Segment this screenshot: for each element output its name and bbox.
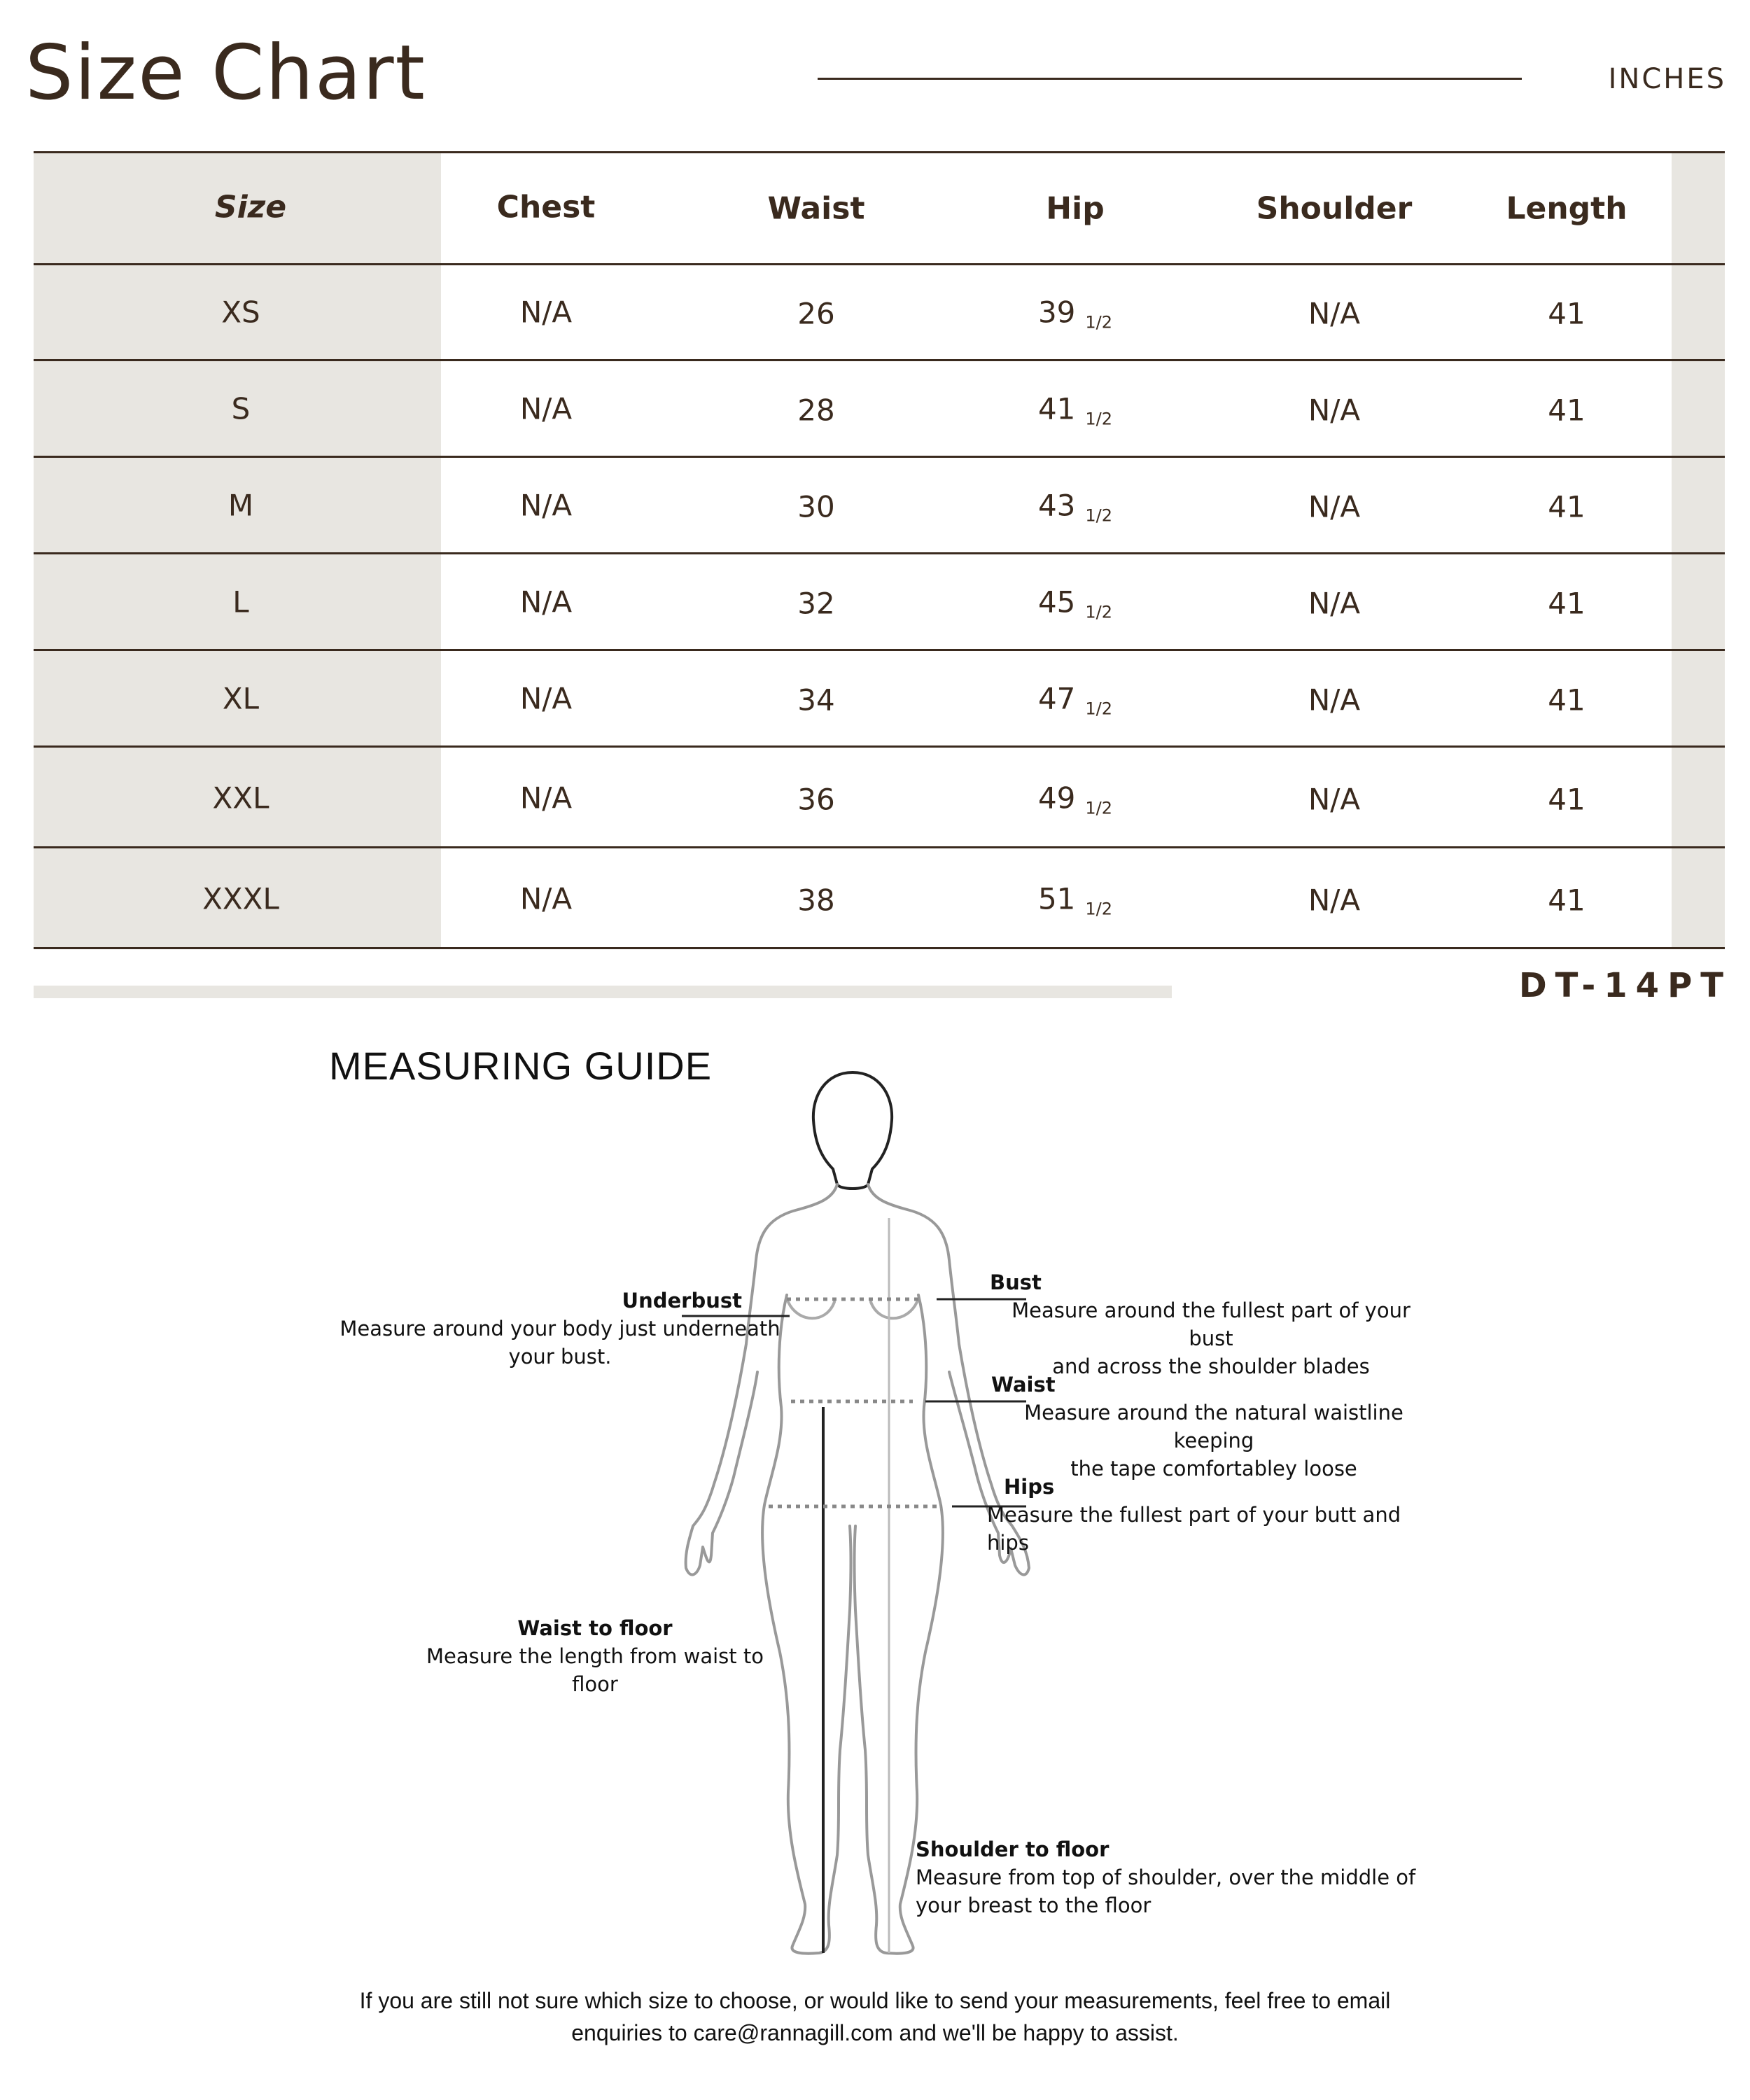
- waist-to-floor-heading: Waist to floor: [517, 1616, 673, 1640]
- row-length: 41: [1548, 883, 1586, 918]
- hips-heading: Hips: [1004, 1475, 1055, 1499]
- row-shoulder: N/A: [1308, 296, 1361, 331]
- footer-line-2: enquiries to care@rannagill.com and we'll be happy to assist.: [571, 2020, 1179, 2045]
- row-waist: 36: [797, 782, 835, 817]
- row-waist: 38: [797, 883, 835, 918]
- product-code: DT-14PT: [1518, 966, 1732, 1005]
- row-waist: 28: [797, 393, 835, 428]
- row-chest: N/A: [519, 295, 573, 330]
- row-chest: N/A: [519, 391, 573, 426]
- row-chest: N/A: [519, 780, 573, 816]
- row-length: 41: [1548, 682, 1586, 718]
- col-header-chest: Chest: [496, 189, 596, 225]
- row-chest: N/A: [519, 681, 573, 716]
- row-chest: N/A: [519, 488, 573, 523]
- row-size: XXXL: [202, 881, 279, 916]
- row-hip: 47 1/2: [1037, 681, 1113, 719]
- row-length: 41: [1548, 393, 1586, 428]
- col-header-size: Size: [214, 189, 287, 225]
- row-length: 41: [1548, 782, 1586, 817]
- waist-desc-2: the tape comfortabley loose: [1070, 1457, 1357, 1480]
- row-size: XL: [222, 681, 260, 716]
- row-waist: 32: [797, 586, 835, 621]
- shoulder-to-floor-desc-1: Measure from top of shoulder, over the middle of: [916, 1865, 1416, 1889]
- row-hip: 41 1/2: [1037, 391, 1113, 429]
- row-length: 41: [1548, 489, 1586, 524]
- waist-to-floor-annotation: [406, 1614, 784, 1698]
- col-header-shoulder: Shoulder: [1256, 190, 1413, 227]
- underbust-desc-2: your bust.: [508, 1345, 612, 1368]
- footer-note: [0, 1984, 1750, 2049]
- units-label: INCHES: [1608, 63, 1726, 95]
- row-chest: N/A: [519, 881, 573, 916]
- row-shoulder: N/A: [1308, 586, 1361, 621]
- underbust-heading: Underbust: [622, 1289, 742, 1312]
- waist-desc-1: Measure around the natural waistline keeping: [1024, 1401, 1404, 1452]
- underbust-annotation: [329, 1287, 791, 1371]
- shoulder-to-floor-annotation: [916, 1835, 1420, 1919]
- guide-title: MEASURING GUIDE: [329, 1044, 713, 1088]
- shoulder-to-floor-heading: Shoulder to floor: [916, 1837, 1110, 1861]
- hips-desc-1: Measure the fullest part of your butt and hips: [987, 1503, 1401, 1555]
- row-shoulder: N/A: [1308, 489, 1361, 524]
- bust-annotation: [987, 1268, 1435, 1380]
- waist-heading: Waist: [991, 1373, 1056, 1396]
- bust-heading: Bust: [990, 1270, 1042, 1294]
- page-title: Size Chart: [25, 29, 426, 117]
- row-size: S: [231, 391, 251, 426]
- body-outline: [686, 1072, 1029, 1954]
- hips-annotation: [987, 1473, 1449, 1557]
- row-size: M: [227, 488, 254, 523]
- footer-line-1: If you are still not sure which size to choose, or would like to send your measurements, feel free to email: [359, 1988, 1391, 2013]
- waist-to-floor-desc: Measure the length from waist to floor: [426, 1644, 764, 1696]
- row-waist: 34: [797, 682, 835, 718]
- row-chest: N/A: [519, 584, 573, 620]
- row-hip: 39 1/2: [1037, 295, 1113, 332]
- col-header-length: Length: [1506, 190, 1628, 227]
- row-length: 41: [1548, 586, 1586, 621]
- row-hip: 45 1/2: [1037, 584, 1113, 622]
- waist-annotation: [983, 1371, 1445, 1483]
- row-shoulder: N/A: [1308, 883, 1361, 918]
- row-hip: 51 1/2: [1037, 881, 1113, 919]
- underbust-desc-1: Measure around your body just underneath: [340, 1317, 780, 1340]
- bust-desc-1: Measure around the fullest part of your bust: [1011, 1298, 1410, 1350]
- row-waist: 26: [797, 296, 835, 331]
- bust-desc-2: and across the shoulder blades: [1052, 1354, 1370, 1378]
- row-shoulder: N/A: [1308, 393, 1361, 428]
- shoulder-to-floor-desc-2: your breast to the floor: [916, 1893, 1152, 1917]
- row-size: L: [232, 584, 249, 620]
- row-hip: 49 1/2: [1037, 780, 1113, 818]
- row-length: 41: [1548, 296, 1586, 331]
- row-shoulder: N/A: [1308, 682, 1361, 718]
- row-shoulder: N/A: [1308, 782, 1361, 817]
- row-size: XXL: [212, 780, 270, 816]
- col-header-hip: Hip: [1046, 190, 1105, 227]
- col-header-waist: Waist: [767, 190, 865, 227]
- row-waist: 30: [797, 489, 835, 524]
- row-hip: 43 1/2: [1037, 488, 1113, 526]
- row-size: XS: [221, 295, 260, 330]
